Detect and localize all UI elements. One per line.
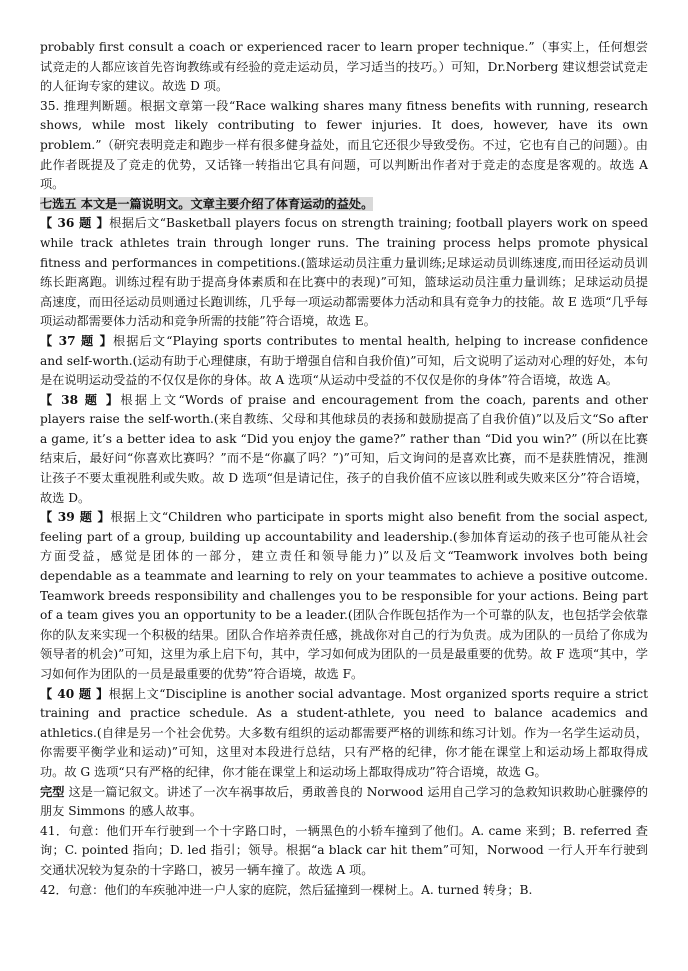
paragraph-q42 xyxy=(40,881,648,901)
paragraph-text: 42．句意：他们的车疾驰冲进一户人家的庭院，然后猛撞到一棵树上。A. turned 转身；B. xyxy=(40,882,533,897)
question-label: 【 40 题 】 xyxy=(40,686,109,701)
paragraph-text: 根据后文“Playing sports contributes to mental health, helping to increase confidence and self-worth.(运动有助于心理健康，有助于增强自信和自我价值)”可知，后文说明了运动对心理的好处，本句是在说明运动受益的不仅仅是你的身体。故 A 选项“从运动中受益的不仅仅是你的身体”符合语境，故选 A。 xyxy=(40,333,648,388)
section-header-cloze xyxy=(40,783,648,822)
paragraph-q36 xyxy=(40,214,648,332)
paragraph-text: 41．句意：他们开车行驶到一个十字路口时，一辆黑色的小轿车撞到了他们。A. came 来到；B. referred 查询；C. pointed 指向；D. led 指引；领导。根据“a black car hit them”可知，Norwood 一行人开车行驶到交通状况较为复杂的十字路口，被另一辆车撞了。故选 A 项。 xyxy=(40,823,648,877)
paragraph-text: 根据后文“Basketball players focus on strength training; football players work on speed while track athletes train through longer runs. The training process helps promote physical fitness and performances in competitions.(篮球运动员注重力量训练;足球运动员训练速度,而田径运动员训练长距离跑。训练过程有助于提高身体素质和在比赛中的表现)”可知，篮球运动员注重力量训练；足球运动员提高速度，而田径运动员则通过长跑训练，几乎每一项运动都需要体力活动和具有竞争力的技能。故 E 选项“几乎每项运动都需要体力活动和竞争所需的技能”符合语境，故选 E。 xyxy=(40,216,648,329)
paragraph-q38 xyxy=(40,391,648,509)
question-label: 【 38 题 】 xyxy=(40,392,121,407)
paragraph-text: 根据上文“Discipline is another social advantage. Most organized sports require a strict training and practice schedule. As a student-athlete, you need to balance academics and athletics.(自律是另一个社会优势。大多数有组织的运动都需要严格的训练和练习计划。作为一名学生运动员，你需要平衡学业和运动)”可知，这里对本段进行总结，只有严格的纪律，你才能在课堂上和运动场上都取得成功。故 G 选项“只有严格的纪律，你才能在课堂上和运动场上都取得成功”符合语境，故选 G。 xyxy=(40,686,648,779)
paragraph-q34-end xyxy=(40,38,648,97)
paragraph-text: 根据上文“Children who participate in sports might also benefit from the social aspect, feeling part of a group, building up accountability and leadership.(参加体育运动的孩子也可能从社会方面受益，感觉是团体的一部分，建立责任和领导能力)”以及后文“Teamwork involves both being dependable as a teammate and learning to rely on your teammates to achieve a positive outcome. Teamwork breeds responsibility and challenges you to be responsible for your actions. Being part of a team gives you an opportunity to be a leader.(团队合作既包括作为一个可靠的队友，也包括学会依靠你的队友来实现一个积极的结果。团队合作培养责任感，挑战你对自己的行为负责。成为团队的一员给了你成为领导者的机会)”可知，这里为承上启下句，其中，学习如何成为团队的一员是最重要的优势。故 F 选项“其中，学习如何作为团队的一员是最重要的优势”符合语境，故选 F。 xyxy=(40,510,648,681)
question-label: 【 36 题 】 xyxy=(40,216,110,231)
section-header-seven-choose-five xyxy=(40,195,648,215)
section-summary: 这是一篇记叙文。讲述了一次车祸事故后，勇敢善良的 Norwood 运用自己学习的急救知识救助心脏骤停的朋友 Simmons 的感人故事。 xyxy=(40,784,649,819)
paragraph-text: 根据上文“Words of praise and encouragement from the coach, parents and other players raise the self-worth.(来自教练、父母和其他球员的表扬和鼓励提高了自我价值)”以及后文“So after a game, it’s a better idea to ask “Did you enjoy the game?” rather than “Did you win?” (所以在比赛结束后，最好问“你喜欢比赛吗？”而不是“你赢了吗？”)”可知，后文询问的是喜欢比赛，而不是获胜情况，推测让孩子不要太重视胜利或失败。故 D 选项“但是请记住，孩子的自我价值不应该以胜利或失败来区分”符合语境，故选 D。 xyxy=(40,392,648,505)
section-summary: 本文是一篇说明文。文章主要介绍了体育运动的益处。 xyxy=(76,196,374,211)
paragraph-q41 xyxy=(40,822,648,881)
paragraph-q39 xyxy=(40,508,648,684)
paragraph-q37 xyxy=(40,332,648,391)
paragraph-q40 xyxy=(40,685,648,783)
question-label: 【 39 题 】 xyxy=(40,510,111,525)
question-label: 【 37 题 】 xyxy=(40,333,113,348)
paragraph-q35 xyxy=(40,97,648,195)
paragraph-text: 35. 推理判断题。根据文章第一段“Race walking shares many fitness benefits with running, research shows, while most likely contributing to fewer injuries. It does, however, have its own problem.”（研究表明竞走和跑步一样有很多健身益处，而且它还很少导致受伤。不过，它也有自己的问题）。由此作者既提及了竞走的优势，又话锋一转指出它具有问题，可以判断出作者对于竞走的态度是客观的。故选 A 项。 xyxy=(40,98,648,192)
section-label: 完型 xyxy=(40,784,65,799)
paragraph-text: probably first consult a coach or experienced racer to learn proper technique.”（事实上，任何想尝试竞走的人都应该首先咨询教练或有经验的竞走运动员，学习适当的技巧。）可知，Dr.Norberg 建议想尝试竞走的人征询专家的建议。故选 D 项。 xyxy=(40,40,648,94)
section-label: 七选五 xyxy=(40,196,77,211)
